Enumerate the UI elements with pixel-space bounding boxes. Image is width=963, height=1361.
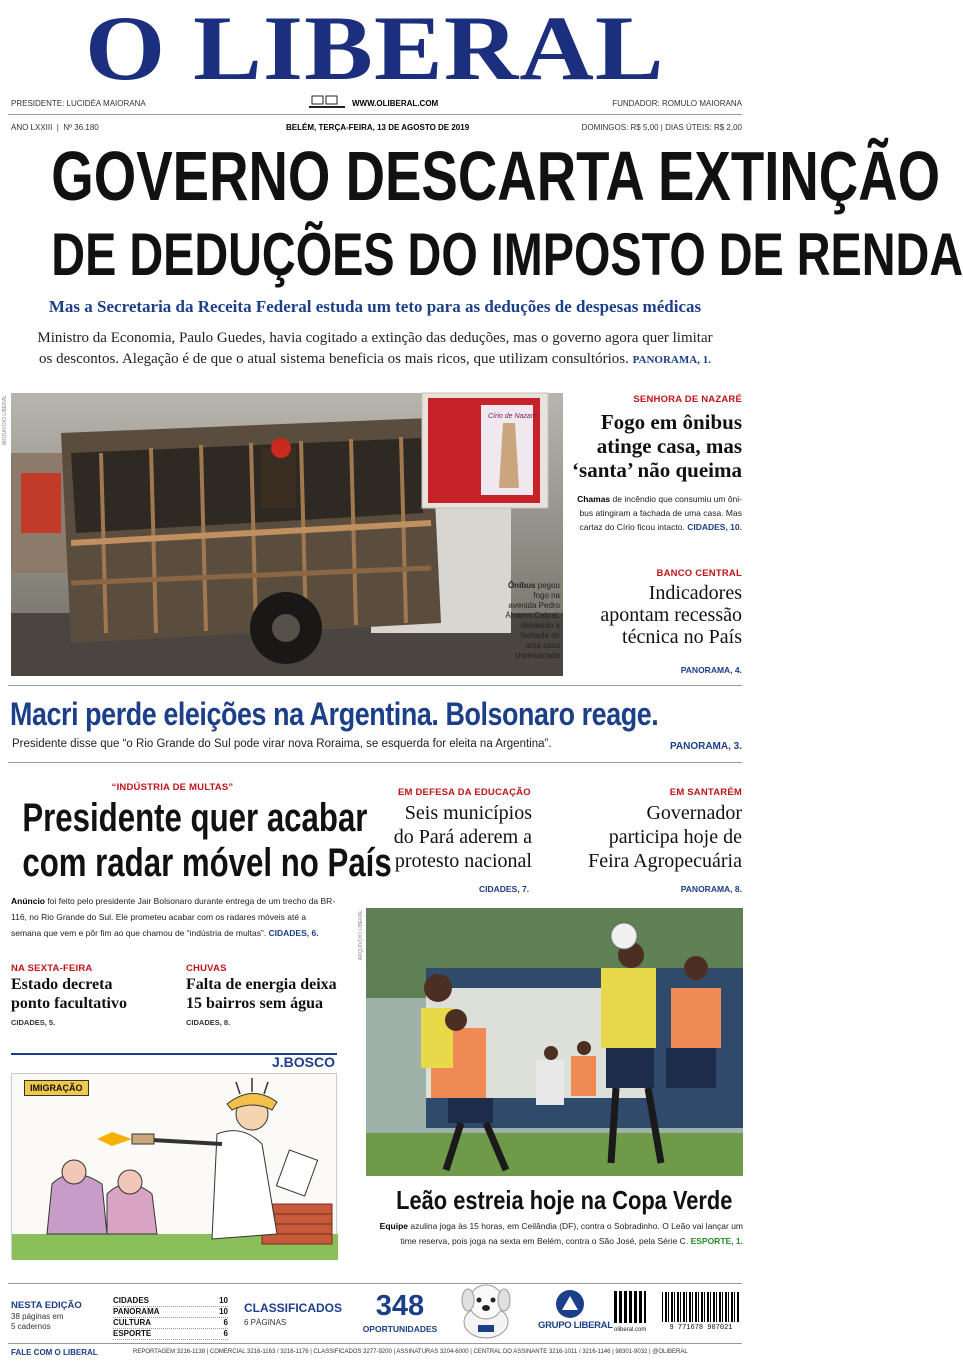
index-sections: 5 cadernos [11, 1322, 51, 1331]
macri-ref: PANORAMA, 3. [669, 741, 742, 752]
dateline: BELÉM, TERÇA-FEIRA, 13 DE AGOSTO DE 2019 [286, 123, 470, 132]
football-photo-illustration [366, 908, 743, 1176]
bus-caption-line2: fogo na [533, 591, 560, 600]
education-headline-line3: protesto nacional [394, 850, 532, 872]
fire-body-line3: cartaz do Círio ficou intacto. [579, 522, 685, 532]
radar-ref: CIDADES, 6. [268, 928, 319, 938]
bus-caption-bold: Ônibus [507, 581, 536, 590]
fire-headline-line2: atinge casa, mas [596, 434, 742, 458]
football-photo [366, 908, 743, 1176]
football-body [366, 1219, 743, 1249]
cartoon-illustration [12, 1074, 338, 1260]
lead-body-line1: Ministro da Economia, Paulo Guedes, havia cogitado a extinção das deduções, mas o governo agora quer limitar [37, 330, 713, 346]
divider [8, 762, 742, 763]
bus-fire-photo [11, 393, 563, 676]
bus-caption-line6: fachada de [520, 631, 560, 640]
bus-caption-line1: pegou [537, 581, 560, 590]
rain-ref: CIDADES, 8. [186, 1018, 231, 1027]
edition-info: ANO LXXIII | Nº 36.180 [11, 123, 99, 132]
section-count: 10 [219, 1296, 228, 1305]
classificados-title: CLASSIFICADOS [244, 1301, 343, 1315]
index-pages: 38 páginas em [11, 1312, 64, 1321]
fire-ref: CIDADES, 10. [687, 522, 742, 532]
cartoon-label: IMIGRAÇÃO [24, 1080, 89, 1096]
radar-body-line1: foi feito pelo presidente Jair Bolsonaro durante entrega de um trecho da [47, 896, 319, 906]
football-photo-credit: ARQUIVO/O LIBERAL [358, 910, 364, 961]
section-row[interactable] [113, 1329, 228, 1340]
lead-headline-line1: GOVERNO DESCARTA EXTINÇÃO [51, 137, 941, 215]
section-name: CULTURA [113, 1318, 152, 1327]
section-index [113, 1296, 228, 1340]
barcode-icon [662, 1292, 740, 1322]
section-count: 10 [219, 1307, 228, 1316]
classificados-pages: 6 PÁGINAS [244, 1318, 287, 1327]
divider [8, 685, 742, 686]
bank-ref: PANORAMA, 4. [680, 665, 742, 675]
mascot-dog-icon [448, 1280, 524, 1340]
edition-number: Nº 36.180 [63, 123, 99, 132]
radar-body-line2: BR-116, no Rio Grande do Sul. Ele prometeu acabar com os radares móveis até a [11, 896, 336, 922]
education-ref: CIDADES, 7. [479, 884, 530, 894]
fire-kicker: SENHORA DE NAZARÉ [633, 394, 742, 405]
website-link[interactable]: WWW.OLIBERAL.COM [352, 99, 439, 108]
section-name: CIDADES [113, 1296, 150, 1305]
bus-caption-line4: Álvares Cabral, [505, 611, 560, 620]
radar-body-line3: semana que vem e pôr fim ao que chamou de “indústria de multas”. [11, 928, 267, 938]
prices: DOMINGOS: R$ 5,00 | DIAS ÚTEIS: R$ 2,00 [581, 123, 742, 132]
contact-numbers: REPORTAGEM 3216-1138 | COMERCIAL 3216-1163 / 3216-1176 | CLASSIFICADOS 3277-9200 | ASSINATURAS 3204-6000 | CENTRAL DO ASSINANTE 3216-1011 / 3216-1146 | 98301-9032 | @OLIBERAL [133, 1349, 688, 1355]
bus-photo-credit: ARQUIVO/O LIBERAL [2, 395, 8, 446]
section-count: 6 [223, 1329, 228, 1338]
football-headline: Leão estreia hoje na Copa Verde [396, 1185, 733, 1215]
holiday-kicker: NA SEXTA-FEIRA [11, 963, 93, 974]
radar-body [11, 893, 336, 941]
macri-body: Presidente disse que “o Rio Grande do Sul pode virar nova Roraima, se esquerda for eleita na Argentina”. [12, 738, 552, 750]
president-line: PRESIDENTE: LUCIDÉA MAIORANA [11, 99, 146, 108]
bank-headline-line3: técnica no País [622, 626, 742, 648]
football-body-line2: time reserva, pois joga na sexta em Belém, contra o São José, pela Série C. [400, 1236, 689, 1246]
divider [8, 1343, 742, 1344]
newspaper-logo: O LIBERAL [85, 0, 665, 99]
fire-headline-line3: ‘santa’ não queima [572, 458, 742, 482]
football-body-line1: azulina joga às 15 horas, em Ceilândia (DF), contra o Sobradinho. O Leão vai lançar um [410, 1221, 743, 1231]
education-headline [360, 801, 532, 873]
rain-headline-line2: 15 bairros sem água [186, 995, 324, 1012]
macri-headline: Macri perde eleições na Argentina. Bolsonaro reage. [10, 696, 659, 732]
santarem-kicker: EM SANTARÉM [669, 787, 742, 798]
section-name: PANORAMA [113, 1307, 160, 1316]
index-title: NESTA EDIÇÃO [11, 1300, 82, 1311]
fire-headline-line1: Fogo em ônibus [600, 410, 742, 434]
section-row[interactable] [113, 1296, 228, 1307]
bus-caption-line8: chamuscada [514, 651, 560, 660]
education-kicker: EM DEFESA DA EDUCAÇÃO [398, 787, 531, 798]
section-count: 6 [223, 1318, 228, 1327]
immigration-cartoon [11, 1073, 337, 1259]
lead-body-line2: os descontos. Alegação é de que o atual sistema beneficia os mais ricos, que utilizam consultórios. [39, 351, 629, 367]
santarem-headline-line3: Feira Agropecuária [588, 850, 742, 872]
education-headline-line2: do Pará aderem a [393, 826, 532, 848]
lead-ref: PANORAMA, 1. [632, 354, 711, 366]
holiday-headline-line2: ponto facultativo [11, 995, 127, 1012]
fire-body-line1: de incêndio que consumiu um ôni- [612, 494, 742, 504]
opportunities-number: 348 [375, 1290, 425, 1322]
founder-line: FUNDADOR: ROMULO MAIORANA [612, 99, 742, 108]
poster-text: Círio de Nazaré [488, 413, 538, 420]
computer-icon [308, 95, 346, 109]
divider [8, 1283, 742, 1284]
section-name: ESPORTE [113, 1329, 152, 1338]
bus-caption-line7: uma casa [525, 641, 560, 650]
contact-title: FALE COM O LIBERAL [11, 1348, 98, 1357]
grupo-liberal-logo-icon [554, 1288, 586, 1320]
radar-kicker: “INDÚSTRIA DE MULTAS” [111, 782, 234, 793]
holiday-headline [11, 975, 127, 1013]
lead-body [0, 328, 750, 371]
education-headline-line1: Seis municípios [404, 802, 532, 824]
santarem-ref: PANORAMA, 8. [680, 884, 742, 894]
bank-headline [600, 582, 742, 648]
rain-kicker: CHUVAS [186, 963, 227, 974]
holiday-headline-line1: Estado decreta [11, 976, 113, 993]
opportunities-label: OPORTUNIDADES [362, 1324, 438, 1334]
section-row[interactable] [113, 1307, 228, 1318]
section-row[interactable] [113, 1318, 228, 1329]
fire-body-bold: Chamas [577, 494, 611, 504]
radar-headline-line2: com radar móvel no País [22, 841, 392, 885]
radar-body-bold: Anúncio [11, 896, 45, 906]
football-body-bold: Equipe [379, 1221, 408, 1231]
masthead [0, 0, 750, 99]
bank-headline-line2: apontam recessão [600, 604, 742, 626]
edition-year: ANO LXXIII [11, 123, 53, 132]
site-label[interactable]: oliberal.com [614, 1327, 647, 1333]
index-description [11, 1312, 63, 1332]
santarem-headline-line1: Governador [646, 802, 742, 824]
qr-code-icon[interactable] [614, 1291, 646, 1323]
santarem-headline-line2: participa hoje de [608, 826, 742, 848]
bank-headline-line1: Indicadores [648, 582, 742, 604]
barcode-number: 9 771678 907021 [669, 1324, 733, 1332]
grupo-name: GRUPO LIBERAL [538, 1320, 613, 1331]
fire-headline [572, 410, 742, 482]
lead-headline-line2: DE DEDUÇÕES DO IMPOSTO DE RENDA [51, 221, 963, 288]
football-ref: ESPORTE, 1. [690, 1236, 743, 1246]
bus-photo-caption [498, 581, 560, 661]
bus-photo-illustration [11, 393, 563, 676]
radar-headline [22, 796, 392, 886]
fire-body-line2: bus atingiram a fachada de uma casa. Mas [579, 508, 742, 518]
bus-caption-line5: deixando a [520, 621, 560, 630]
radar-headline-line1: Presidente quer acabar [22, 796, 368, 840]
divider [8, 114, 742, 115]
santarem-headline [588, 801, 742, 873]
bank-kicker: BANCO CENTRAL [656, 568, 742, 579]
bus-caption-line3: avenida Pedro [508, 601, 560, 610]
fire-body [572, 492, 742, 534]
lead-subhead: Mas a Secretaria da Receita Federal estuda um teto para as deduções de despesas médicas [48, 297, 702, 316]
cartoon-author: J.BOSCO [271, 1054, 335, 1070]
rain-headline [186, 975, 337, 1013]
rain-headline-line1: Falta de energia deixa [186, 976, 337, 993]
holiday-ref: CIDADES, 5. [11, 1018, 56, 1027]
